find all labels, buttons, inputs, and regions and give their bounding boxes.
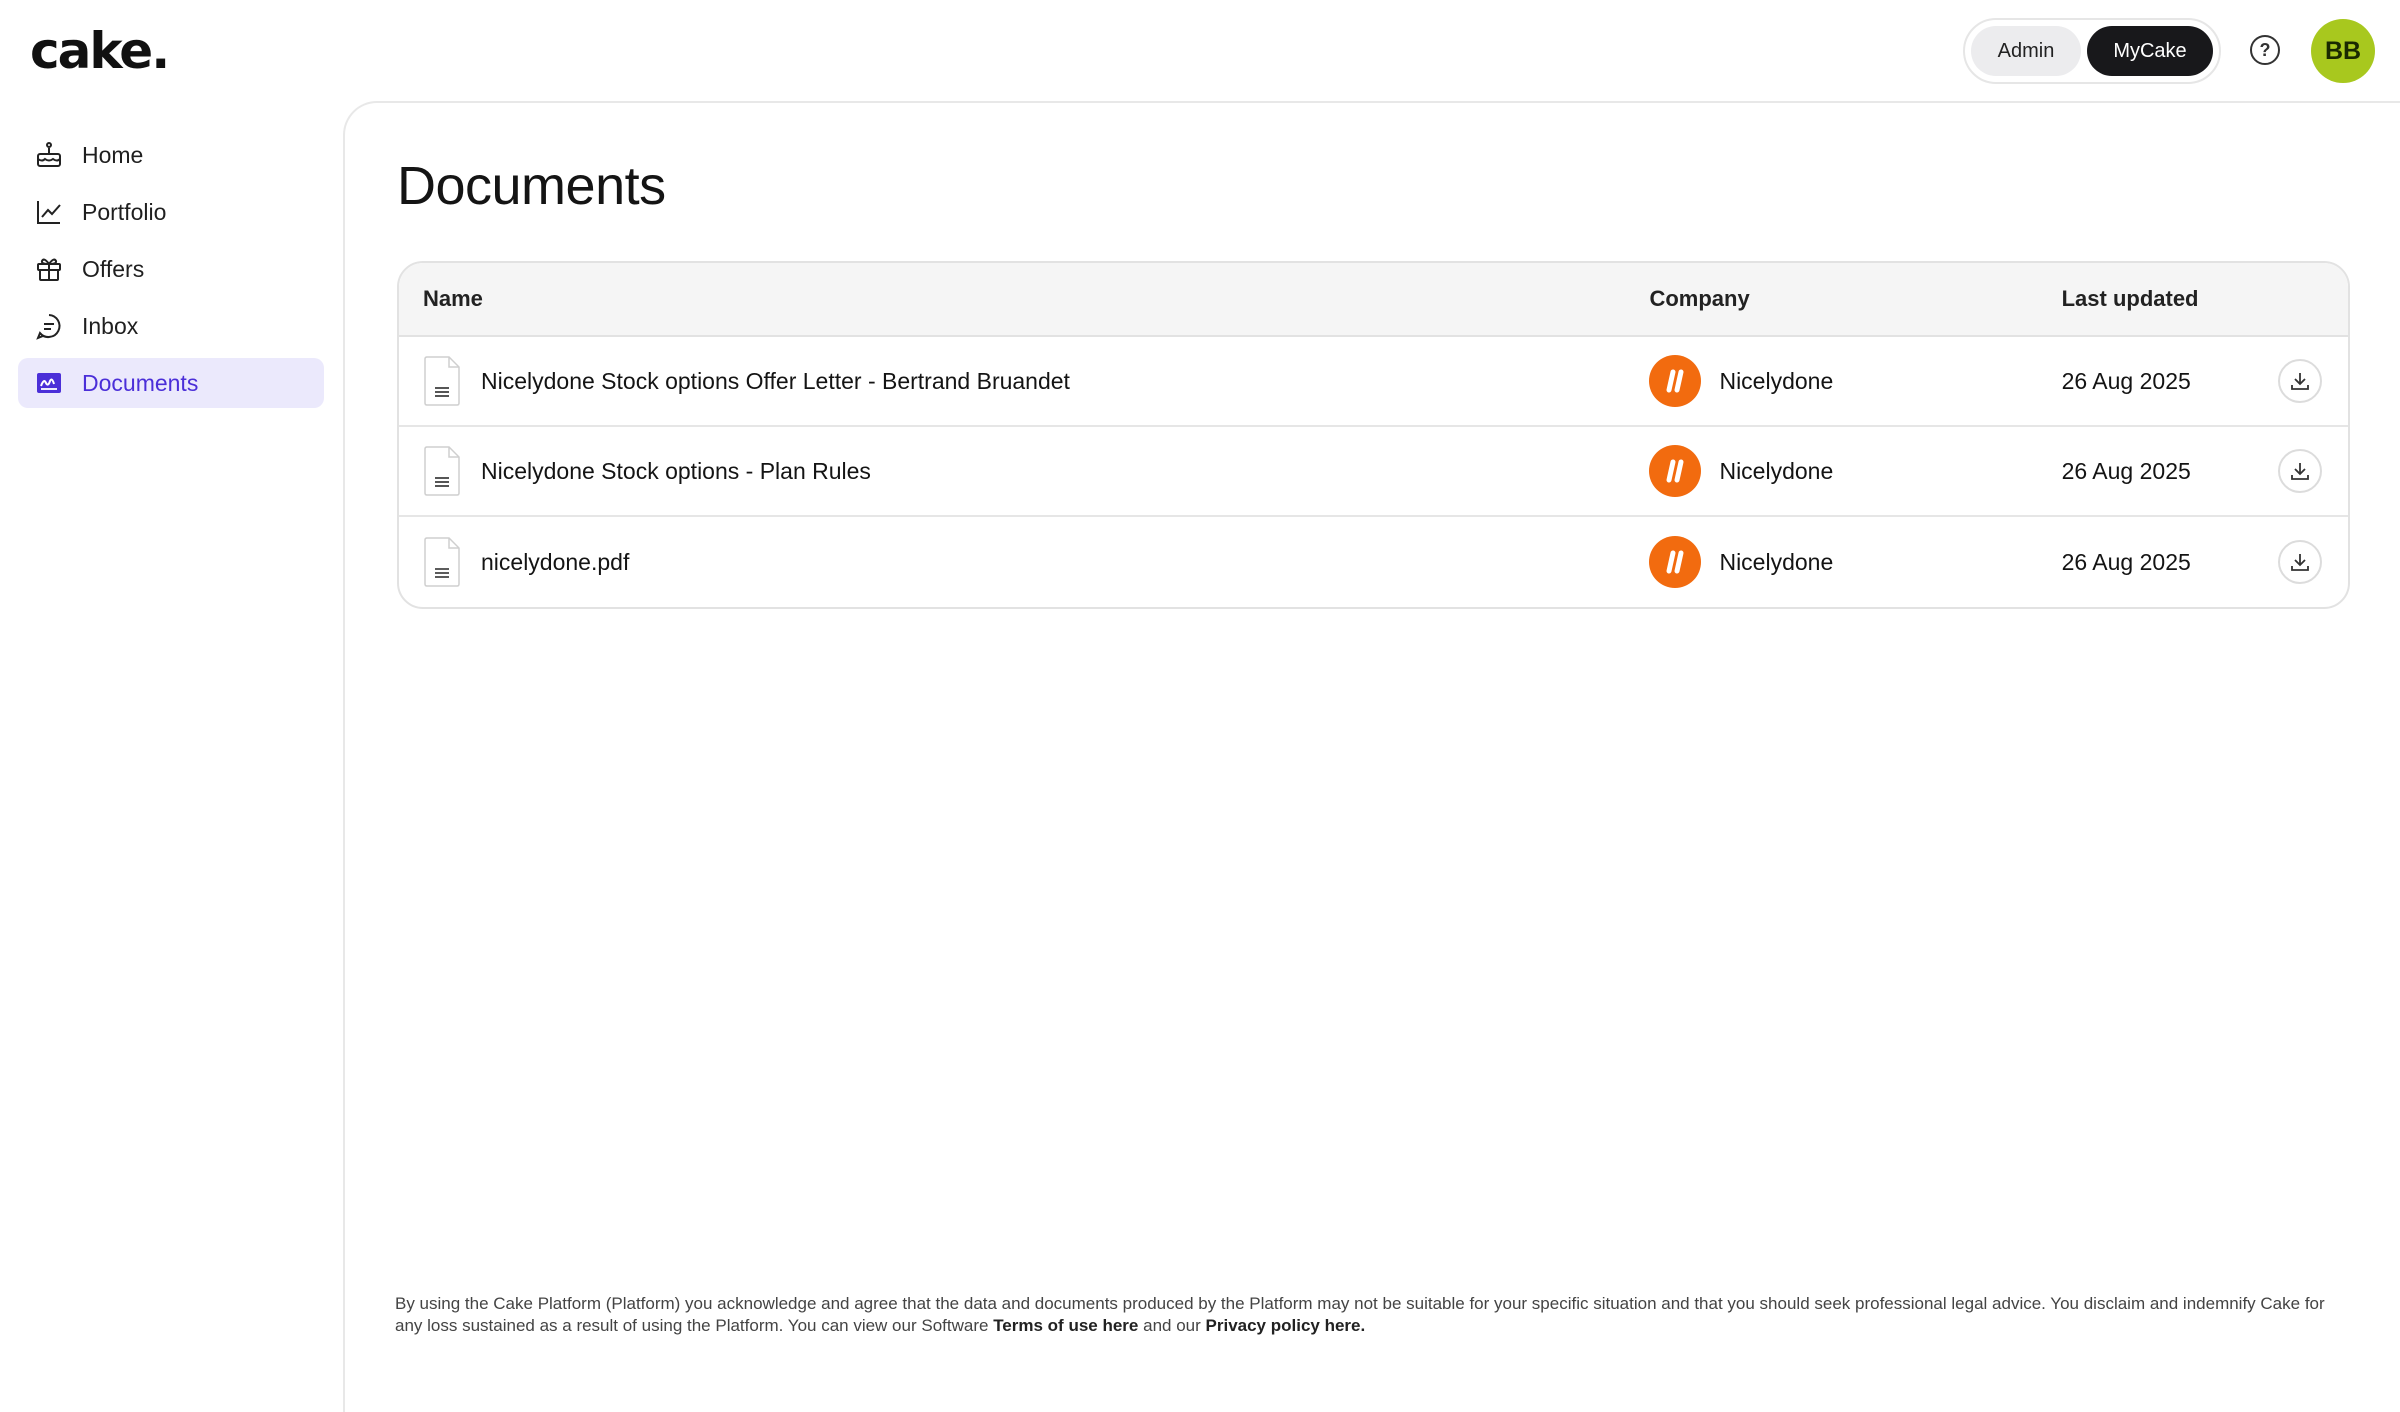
table-row[interactable] [399,427,2348,517]
sidebar-item-label: Offers [82,255,145,282]
sidebar-item-home[interactable] [18,130,324,180]
document-name[interactable]: Nicelydone Stock options Offer Letter - Bertrand Bruandet [481,367,1070,394]
sidebar-item-inbox[interactable] [18,301,324,351]
company-name: Nicelydone [1719,457,1834,484]
document-signature-icon [34,368,64,398]
privacy-policy-link[interactable]: Privacy policy here. [1205,1316,1366,1335]
download-icon [2289,551,2311,573]
last-updated: 26 Aug 2025 [2061,367,2191,394]
document-icon [423,536,461,588]
documents-table [397,261,2350,609]
chart-line-icon [34,197,64,227]
table-header [399,263,2348,337]
sidebar-item-documents[interactable] [18,358,324,408]
company-logo-icon [1649,536,1701,588]
sidebar-item-portfolio[interactable] [18,187,324,237]
sidebar-nav [18,130,324,415]
mycake-mode-button[interactable]: MyCake [2087,26,2213,76]
company-name: Nicelydone [1719,548,1834,575]
sidebar-item-label: Documents [82,369,199,396]
cake-logo[interactable]: cake. [30,22,169,80]
user-avatar[interactable]: BB [2311,19,2375,83]
company-logo-icon [1649,445,1701,497]
sidebar-item-label: Home [82,141,144,168]
document-name[interactable]: nicelydone.pdf [481,548,630,575]
download-icon [2289,460,2311,482]
last-updated: 26 Aug 2025 [2061,548,2191,575]
table-row[interactable] [399,337,2348,427]
gift-icon [34,254,64,284]
last-updated: 26 Aug 2025 [2061,457,2191,484]
download-icon [2289,370,2311,392]
document-icon [423,445,461,497]
page-title: Documents [397,156,666,216]
terms-of-use-link[interactable]: Terms of use here [993,1316,1139,1335]
column-header-name[interactable]: Name [423,286,483,311]
legal-disclaimer [395,1293,2325,1337]
company-name: Nicelydone [1719,367,1834,394]
help-icon[interactable]: ? [2250,35,2280,65]
column-header-company[interactable]: Company [1649,286,1750,311]
download-button[interactable] [2278,359,2322,403]
sidebar-item-offers[interactable] [18,244,324,294]
chat-icon [34,311,64,341]
sidebar-item-label: Portfolio [82,198,167,225]
mode-toggle [1963,18,2221,84]
company-logo-icon [1649,355,1701,407]
main-panel [343,101,2400,1412]
table-row[interactable] [399,517,2348,607]
document-icon [423,355,461,407]
download-button[interactable] [2278,540,2322,584]
admin-mode-button[interactable]: Admin [1971,26,2081,76]
download-button[interactable] [2278,449,2322,493]
sidebar-item-label: Inbox [82,312,139,339]
document-name[interactable]: Nicelydone Stock options - Plan Rules [481,457,871,484]
column-header-last-updated[interactable]: Last updated [2061,286,2199,311]
cake-icon [34,140,64,170]
and-our-text: and our [1143,1316,1201,1335]
disclaimer-text: By using the Cake Platform (Platform) you acknowledge and agree that the data and documents produced by the Platform may not be suitable for your specific situation and that you should seek professional legal advice. You disclaim and indemnify Cake for any loss sustained as a result of using the Platform. You can view our Software [395,1294,2325,1335]
